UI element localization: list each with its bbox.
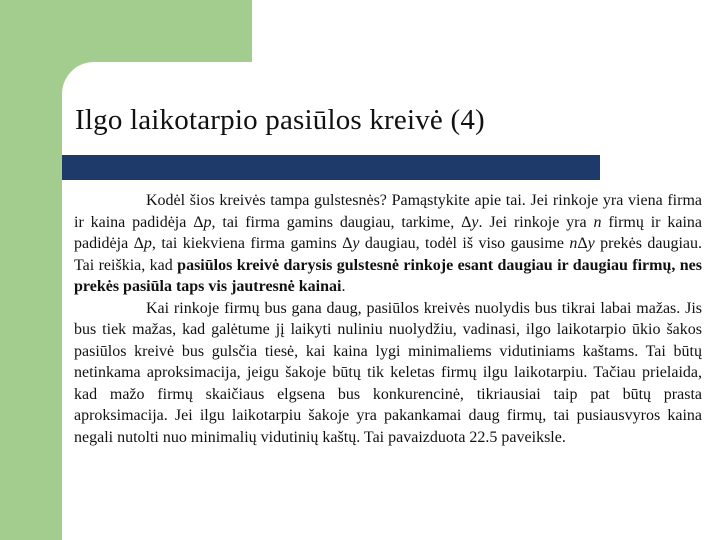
emphasized-conclusion: pasiūlos kreivė darysis gulstesnė rinkoje esant daugiau ir daugiau firmų, nes prekės pasiūla taps vis jautresnė kainai [74,256,703,295]
title-underline-bar [62,155,600,180]
slide-body [74,190,702,448]
slide-title: Ilgo laikotarpio pasiūlos kreivė (4) [75,104,485,136]
paragraph-2: Kai rinkoje firmų bus gana daug, pasiūlos kreivės nuolydis bus tikrai labai mažas. Jis bus tiek mažas, kad galėtume jį laikyti nuliniu nuolydžiu, vadinasi, ilgo laikotarpio ūkio šakos pasiūlos kreivė bus gulsčia tiesė, kai kaina lygi minimaliems vidutiniams kaštams. Tai būtų netinkama aproksimacija, jeigu šakoje būtų tik keletas firmų ilgu laikotarpiu. Tačiau prielaida, kad mažo firmų skaičiaus elgsena bus konkurencinė, tikriausiai taip pat būtų prasta aproksimacija. Jei ilgu laikotarpiu šakoje yra pakankamai daug firmų, tai pusiausvyros kaina negali nutolti nuo minimalių vidutinių kaštų. Tai pavaizduota 22.5 paveiksle. [74,299,702,446]
paragraph-1: Kodėl šios kreivės tampa gulstesnės? Pamąstykite apie tai. Jei rinkoje yra viena firma ir kaina padidėja Δp, tai firma gamins daugiau, tarkime, Δy. Jei rinkoje yra n firmų ir kaina padidėja Δp, tai kiekviena firma gamins Δy daugiau, todėl iš viso gausime nΔy prekės daugiau. Tai reiškia, kad pasiūlos kreivė darysis gulstesnė rinkoje esant daugiau ir daugiau firmų, nes prekės pasiūla taps vis jautresnė kainai. [74,192,703,295]
